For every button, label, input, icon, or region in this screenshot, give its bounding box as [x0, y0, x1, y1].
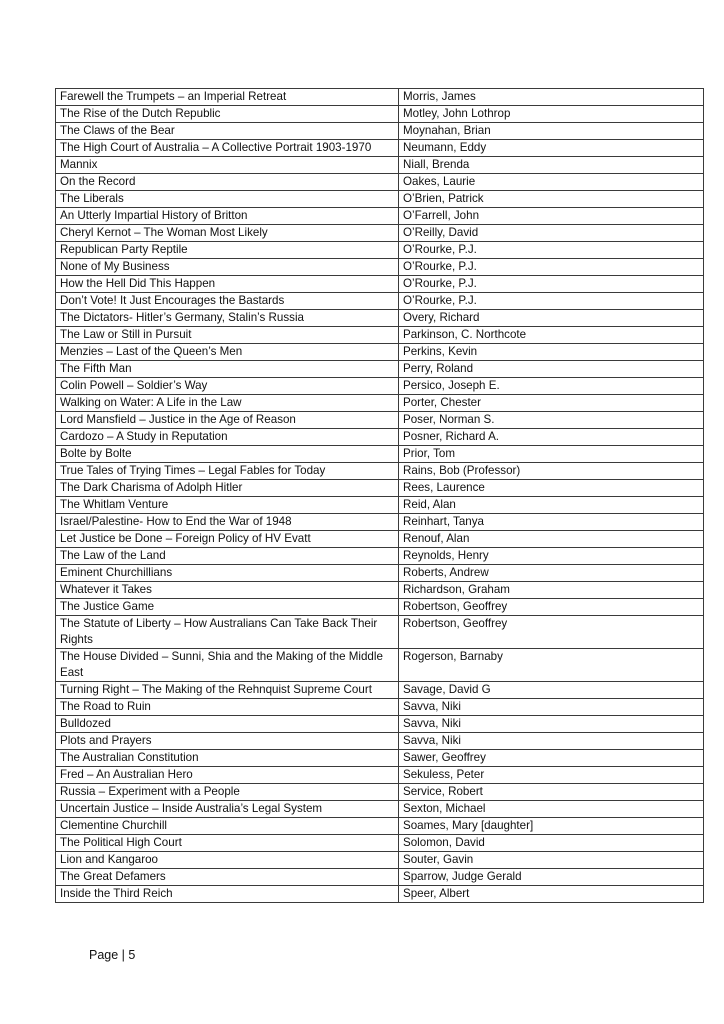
book-title: The House Divided – Sunni, Shia and the Making of the Middle East [56, 649, 399, 682]
table-row [56, 886, 704, 903]
table-row [56, 818, 704, 835]
book-title: Turning Right – The Making of the Rehnquist Supreme Court [56, 682, 399, 699]
table-row [56, 869, 704, 886]
book-author: Robertson, Geoffrey [399, 599, 704, 616]
table-row [56, 225, 704, 242]
book-author: Roberts, Andrew [399, 565, 704, 582]
table-row [56, 616, 704, 649]
book-author: Sawer, Geoffrey [399, 750, 704, 767]
table-row [56, 429, 704, 446]
book-title: Inside the Third Reich [56, 886, 399, 903]
table-row [56, 514, 704, 531]
table-row [56, 750, 704, 767]
table-row [56, 548, 704, 565]
book-author: Soames, Mary [daughter] [399, 818, 704, 835]
book-title: True Tales of Trying Times – Legal Fables for Today [56, 463, 399, 480]
book-title: Republican Party Reptile [56, 242, 399, 259]
table-row [56, 106, 704, 123]
book-author: Neumann, Eddy [399, 140, 704, 157]
book-author: Posner, Richard A. [399, 429, 704, 446]
book-author: Robertson, Geoffrey [399, 616, 704, 649]
book-list-table [55, 88, 704, 903]
page-number: Page | 5 [89, 948, 136, 962]
table-row [56, 565, 704, 582]
book-author: Service, Robert [399, 784, 704, 801]
book-author: Prior, Tom [399, 446, 704, 463]
table-row [56, 682, 704, 699]
book-author: Sexton, Michael [399, 801, 704, 818]
book-author: Savva, Niki [399, 699, 704, 716]
book-title: Bolte by Bolte [56, 446, 399, 463]
table-row [56, 784, 704, 801]
book-title: How the Hell Did This Happen [56, 276, 399, 293]
book-title: The Liberals [56, 191, 399, 208]
book-author: Savva, Niki [399, 733, 704, 750]
book-title: Lord Mansfield – Justice in the Age of Reason [56, 412, 399, 429]
book-title: Don’t Vote! It Just Encourages the Bastards [56, 293, 399, 310]
book-author: Souter, Gavin [399, 852, 704, 869]
book-author: Reinhart, Tanya [399, 514, 704, 531]
table-row [56, 801, 704, 818]
table-row [56, 123, 704, 140]
table-row [56, 89, 704, 106]
table-row [56, 344, 704, 361]
book-author: Moynahan, Brian [399, 123, 704, 140]
book-title: The Dictators- Hitler’s Germany, Stalin’s Russia [56, 310, 399, 327]
book-title: Israel/Palestine- How to End the War of 1948 [56, 514, 399, 531]
book-title: Fred – An Australian Hero [56, 767, 399, 784]
book-title: Lion and Kangaroo [56, 852, 399, 869]
table-row [56, 361, 704, 378]
book-title: Uncertain Justice – Inside Australia’s Legal System [56, 801, 399, 818]
book-title: The Claws of the Bear [56, 123, 399, 140]
book-title: Clementine Churchill [56, 818, 399, 835]
book-title: Colin Powell – Soldier’s Way [56, 378, 399, 395]
book-author: Rains, Bob (Professor) [399, 463, 704, 480]
table-row [56, 463, 704, 480]
book-title: The Fifth Man [56, 361, 399, 378]
book-author: Perkins, Kevin [399, 344, 704, 361]
book-title: Cardozo – A Study in Reputation [56, 429, 399, 446]
table-row [56, 378, 704, 395]
book-title: Menzies – Last of the Queen’s Men [56, 344, 399, 361]
book-author: Richardson, Graham [399, 582, 704, 599]
book-title: The Political High Court [56, 835, 399, 852]
book-title: An Utterly Impartial History of Britton [56, 208, 399, 225]
table-row [56, 531, 704, 548]
book-author: Rogerson, Barnaby [399, 649, 704, 682]
table-row [56, 276, 704, 293]
book-title: None of My Business [56, 259, 399, 276]
book-author: Perry, Roland [399, 361, 704, 378]
book-author: Reynolds, Henry [399, 548, 704, 565]
table-row [56, 835, 704, 852]
book-author: Porter, Chester [399, 395, 704, 412]
book-title: Bulldozed [56, 716, 399, 733]
book-title: The Law or Still in Pursuit [56, 327, 399, 344]
book-author: Persico, Joseph E. [399, 378, 704, 395]
book-author: O’Farrell, John [399, 208, 704, 225]
table-row [56, 497, 704, 514]
table-row [56, 310, 704, 327]
book-author: Overy, Richard [399, 310, 704, 327]
book-author: Poser, Norman S. [399, 412, 704, 429]
book-title: The Whitlam Venture [56, 497, 399, 514]
book-author: Morris, James [399, 89, 704, 106]
table-row [56, 242, 704, 259]
book-title: On the Record [56, 174, 399, 191]
book-author: Savage, David G [399, 682, 704, 699]
table-row [56, 174, 704, 191]
table-row [56, 699, 704, 716]
table-row [56, 599, 704, 616]
book-author: Solomon, David [399, 835, 704, 852]
book-title: Let Justice be Done – Foreign Policy of HV Evatt [56, 531, 399, 548]
table-row [56, 852, 704, 869]
book-author: O’Brien, Patrick [399, 191, 704, 208]
table-row [56, 327, 704, 344]
book-author: Oakes, Laurie [399, 174, 704, 191]
table-row [56, 649, 704, 682]
book-title: The Great Defamers [56, 869, 399, 886]
table-row [56, 716, 704, 733]
table-row [56, 395, 704, 412]
book-title: Russia – Experiment with a People [56, 784, 399, 801]
book-title: The Statute of Liberty – How Australians Can Take Back Their Rights [56, 616, 399, 649]
book-title: The Dark Charisma of Adolph Hitler [56, 480, 399, 497]
book-author: Rees, Laurence [399, 480, 704, 497]
table-row [56, 259, 704, 276]
table-row [56, 191, 704, 208]
book-title: Plots and Prayers [56, 733, 399, 750]
table-row [56, 412, 704, 429]
book-title: The Road to Ruin [56, 699, 399, 716]
book-author: O’Rourke, P.J. [399, 293, 704, 310]
book-author: O’Rourke, P.J. [399, 259, 704, 276]
book-title: Walking on Water: A Life in the Law [56, 395, 399, 412]
table-row [56, 480, 704, 497]
book-title: The High Court of Australia – A Collective Portrait 1903-1970 [56, 140, 399, 157]
book-author: Sekuless, Peter [399, 767, 704, 784]
book-author: Motley, John Lothrop [399, 106, 704, 123]
table-row [56, 767, 704, 784]
book-title: The Law of the Land [56, 548, 399, 565]
book-author: O’Rourke, P.J. [399, 276, 704, 293]
table-row [56, 140, 704, 157]
book-author: Parkinson, C. Northcote [399, 327, 704, 344]
table-row [56, 293, 704, 310]
book-title: The Rise of the Dutch Republic [56, 106, 399, 123]
book-list-body [56, 89, 704, 903]
book-author: Speer, Albert [399, 886, 704, 903]
table-row [56, 733, 704, 750]
book-title: Farewell the Trumpets – an Imperial Retreat [56, 89, 399, 106]
book-author: Renouf, Alan [399, 531, 704, 548]
book-title: The Australian Constitution [56, 750, 399, 767]
book-author: Sparrow, Judge Gerald [399, 869, 704, 886]
book-title: Eminent Churchillians [56, 565, 399, 582]
book-title: The Justice Game [56, 599, 399, 616]
book-title: Mannix [56, 157, 399, 174]
book-author: Reid, Alan [399, 497, 704, 514]
book-author: Savva, Niki [399, 716, 704, 733]
table-row [56, 157, 704, 174]
table-row [56, 446, 704, 463]
book-author: Niall, Brenda [399, 157, 704, 174]
table-row [56, 208, 704, 225]
table-row [56, 582, 704, 599]
book-title: Cheryl Kernot – The Woman Most Likely [56, 225, 399, 242]
book-author: O’Rourke, P.J. [399, 242, 704, 259]
book-title: Whatever it Takes [56, 582, 399, 599]
book-author: O’Reilly, David [399, 225, 704, 242]
